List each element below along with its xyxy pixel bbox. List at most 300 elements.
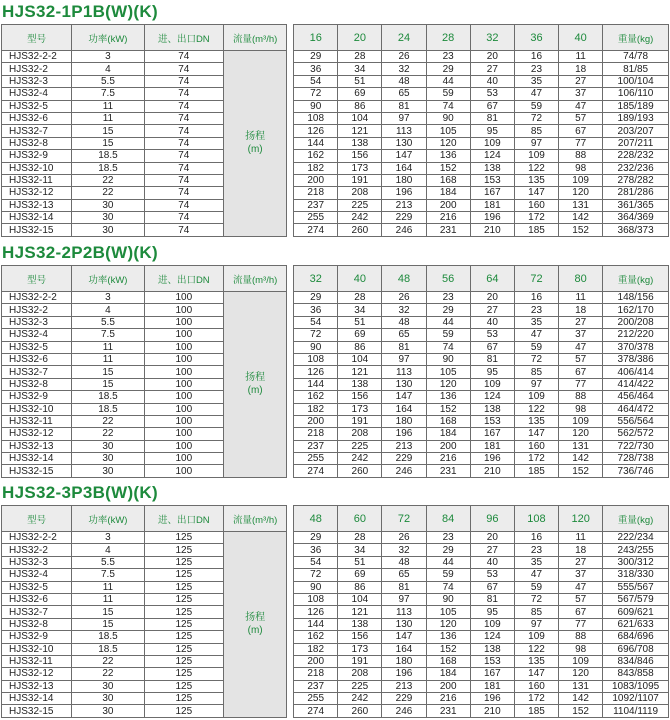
header-flow-value: 72 [514, 266, 558, 292]
cell-head: 130 [382, 378, 426, 390]
cell-head: 16 [514, 51, 558, 63]
lift-label-unit: (m) [247, 144, 263, 156]
cell-head: 120 [559, 428, 603, 440]
cell-head: 152 [559, 705, 603, 717]
cell-head: 255 [294, 212, 338, 224]
cell-head: 40 [470, 556, 514, 568]
cell-port: 74 [144, 100, 223, 112]
cell-head: 172 [514, 693, 558, 705]
cell-head: 184 [426, 187, 470, 199]
cell-head: 36 [294, 304, 338, 316]
header-flow-value: 72 [382, 506, 426, 532]
cell-head: 59 [514, 581, 558, 593]
cell-head: 138 [338, 378, 382, 390]
cell-weight: 736/746 [603, 465, 669, 477]
cell-head: 162 [294, 391, 338, 403]
cell-port: 100 [144, 465, 223, 477]
spec-table [1, 24, 669, 237]
cell-head: 229 [382, 212, 426, 224]
cell-head: 164 [382, 643, 426, 655]
cell-head: 255 [294, 693, 338, 705]
cell-head: 185 [514, 224, 558, 236]
cell-weight: 556/564 [603, 415, 669, 427]
cell-head: 200 [426, 440, 470, 452]
cell-head: 104 [338, 353, 382, 365]
cell-weight: 74/78 [603, 51, 669, 63]
header-power: 功率(kW) [72, 266, 144, 292]
lift-label [223, 51, 286, 237]
cell-head: 48 [382, 556, 426, 568]
cell-head: 168 [426, 174, 470, 186]
cell-head: 23 [426, 532, 470, 544]
cell-port: 74 [144, 75, 223, 87]
cell-head: 27 [470, 304, 514, 316]
cell-port: 125 [144, 693, 223, 705]
cell-head: 172 [514, 212, 558, 224]
cell-head: 124 [470, 391, 514, 403]
header-power: 功率(kW) [72, 25, 144, 51]
table-title: HJS32-1P1B(W)(K) [2, 2, 158, 21]
table-row [2, 655, 669, 667]
cell-head: 59 [426, 569, 470, 581]
cell-power: 22 [72, 428, 144, 440]
cell-head: 88 [559, 150, 603, 162]
cell-head: 274 [294, 705, 338, 717]
column-gap [287, 51, 294, 237]
cell-weight: 300/312 [603, 556, 669, 568]
cell-weight: 185/189 [603, 100, 669, 112]
table-row [2, 532, 669, 544]
table-row [2, 224, 669, 236]
cell-power: 3 [72, 532, 144, 544]
cell-head: 173 [338, 403, 382, 415]
cell-head: 105 [426, 606, 470, 618]
cell-port: 125 [144, 668, 223, 680]
cell-head: 131 [559, 680, 603, 692]
cell-head: 184 [426, 668, 470, 680]
cell-head: 90 [426, 353, 470, 365]
cell-head: 81 [382, 581, 426, 593]
cell-head: 109 [559, 415, 603, 427]
cell-head: 34 [338, 63, 382, 75]
cell-head: 164 [382, 403, 426, 415]
cell-head: 196 [470, 693, 514, 705]
cell-head: 44 [426, 316, 470, 328]
cell-weight: 464/472 [603, 403, 669, 415]
cell-head: 162 [294, 631, 338, 643]
cell-head: 144 [294, 378, 338, 390]
cell-port: 100 [144, 366, 223, 378]
cell-head: 130 [382, 618, 426, 630]
cell-head: 168 [426, 415, 470, 427]
cell-head: 218 [294, 428, 338, 440]
cell-head: 120 [426, 378, 470, 390]
table-row [2, 304, 669, 316]
cell-head: 37 [559, 88, 603, 100]
cell-model: HJS32-9 [2, 150, 72, 162]
cell-weight: 207/211 [603, 137, 669, 149]
cell-head: 213 [382, 440, 426, 452]
cell-head: 88 [559, 631, 603, 643]
table-row [2, 199, 669, 211]
cell-head: 200 [426, 199, 470, 211]
cell-head: 216 [426, 693, 470, 705]
cell-power: 18.5 [72, 643, 144, 655]
cell-head: 216 [426, 212, 470, 224]
cell-head: 51 [338, 316, 382, 328]
cell-head: 121 [338, 366, 382, 378]
table-row [2, 593, 669, 605]
cell-head: 37 [559, 569, 603, 581]
table-title: HJS32-2P2B(W)(K) [2, 243, 158, 262]
table-row [2, 643, 669, 655]
cell-head: 47 [514, 569, 558, 581]
cell-head: 40 [470, 75, 514, 87]
cell-head: 18 [559, 63, 603, 75]
cell-model: HJS32-15 [2, 465, 72, 477]
cell-head: 237 [294, 440, 338, 452]
cell-head: 54 [294, 75, 338, 87]
lift-label-text: 扬程 [245, 372, 266, 384]
cell-model: HJS32-2 [2, 63, 72, 75]
cell-head: 181 [470, 440, 514, 452]
cell-weight: 81/85 [603, 63, 669, 75]
cell-head: 200 [294, 174, 338, 186]
cell-head: 53 [470, 329, 514, 341]
table-row [2, 137, 669, 149]
cell-head: 138 [338, 618, 382, 630]
cell-head: 180 [382, 655, 426, 667]
cell-head: 147 [382, 150, 426, 162]
cell-head: 131 [559, 440, 603, 452]
cell-power: 11 [72, 593, 144, 605]
header-weight: 重量(kg) [603, 266, 669, 292]
cell-weight: 456/464 [603, 391, 669, 403]
cell-head: 69 [338, 329, 382, 341]
cell-power: 3 [72, 51, 144, 63]
cell-head: 167 [470, 428, 514, 440]
cell-head: 85 [514, 366, 558, 378]
cell-head: 156 [338, 150, 382, 162]
cell-head: 200 [294, 415, 338, 427]
cell-head: 59 [514, 341, 558, 353]
cell-head: 32 [382, 544, 426, 556]
cell-power: 11 [72, 341, 144, 353]
cell-head: 72 [514, 112, 558, 124]
cell-head: 200 [294, 655, 338, 667]
cell-model: HJS32-5 [2, 581, 72, 593]
header-gap [287, 266, 294, 292]
cell-head: 138 [470, 643, 514, 655]
cell-head: 57 [559, 353, 603, 365]
header-flow-value: 36 [514, 25, 558, 51]
cell-head: 181 [470, 680, 514, 692]
header-flow-value: 56 [426, 266, 470, 292]
cell-power: 4 [72, 63, 144, 75]
cell-head: 26 [382, 532, 426, 544]
cell-head: 54 [294, 316, 338, 328]
cell-head: 37 [559, 329, 603, 341]
cell-head: 85 [514, 125, 558, 137]
cell-head: 97 [514, 137, 558, 149]
cell-head: 153 [470, 415, 514, 427]
cell-head: 172 [514, 453, 558, 465]
cell-model: HJS32-5 [2, 341, 72, 353]
cell-model: HJS32-10 [2, 403, 72, 415]
cell-head: 109 [470, 618, 514, 630]
cell-model: HJS32-2-2 [2, 292, 72, 304]
cell-weight: 212/220 [603, 329, 669, 341]
cell-head: 131 [559, 199, 603, 211]
cell-model: HJS32-12 [2, 668, 72, 680]
cell-head: 121 [338, 125, 382, 137]
cell-port: 125 [144, 593, 223, 605]
cell-model: HJS32-10 [2, 643, 72, 655]
cell-model: HJS32-13 [2, 440, 72, 452]
cell-head: 108 [294, 112, 338, 124]
cell-model: HJS32-2 [2, 544, 72, 556]
cell-head: 105 [426, 366, 470, 378]
cell-port: 125 [144, 618, 223, 630]
table-row [2, 150, 669, 162]
cell-weight: 361/365 [603, 199, 669, 211]
cell-head: 173 [338, 643, 382, 655]
cell-power: 30 [72, 465, 144, 477]
cell-weight: 562/572 [603, 428, 669, 440]
header-flow-value: 32 [294, 266, 338, 292]
cell-head: 138 [470, 162, 514, 174]
header-flow-value: 24 [382, 25, 426, 51]
table-row [2, 680, 669, 692]
cell-head: 104 [338, 593, 382, 605]
spec-table [1, 265, 669, 478]
header-flow-value: 120 [559, 506, 603, 532]
header-flow-value: 40 [559, 25, 603, 51]
cell-weight: 148/156 [603, 292, 669, 304]
cell-power: 15 [72, 606, 144, 618]
cell-head: 246 [382, 224, 426, 236]
table-row [2, 465, 669, 477]
cell-head: 120 [559, 668, 603, 680]
cell-head: 67 [559, 606, 603, 618]
cell-port: 74 [144, 63, 223, 75]
cell-weight: 1092/1107 [603, 693, 669, 705]
cell-head: 164 [382, 162, 426, 174]
cell-weight: 696/708 [603, 643, 669, 655]
cell-weight: 370/378 [603, 341, 669, 353]
cell-head: 120 [426, 137, 470, 149]
cell-head: 113 [382, 606, 426, 618]
header-flow-value: 80 [559, 266, 603, 292]
cell-head: 47 [514, 329, 558, 341]
cell-power: 11 [72, 581, 144, 593]
cell-head: 182 [294, 643, 338, 655]
cell-weight: 1104/1119 [603, 705, 669, 717]
cell-head: 81 [470, 353, 514, 365]
cell-head: 208 [338, 668, 382, 680]
cell-model: HJS32-4 [2, 569, 72, 581]
cell-model: HJS32-2-2 [2, 51, 72, 63]
cell-head: 86 [338, 581, 382, 593]
cell-power: 30 [72, 440, 144, 452]
cell-head: 120 [559, 187, 603, 199]
cell-head: 29 [294, 292, 338, 304]
table-row [2, 75, 669, 87]
cell-head: 27 [559, 556, 603, 568]
cell-power: 15 [72, 137, 144, 149]
cell-head: 90 [426, 593, 470, 605]
cell-model: HJS32-6 [2, 353, 72, 365]
table-row [2, 341, 669, 353]
cell-head: 136 [426, 150, 470, 162]
spec-block-3 [0, 481, 670, 718]
header-weight: 重量(kg) [603, 25, 669, 51]
cell-weight: 1083/1095 [603, 680, 669, 692]
cell-head: 218 [294, 187, 338, 199]
table-row [2, 668, 669, 680]
cell-head: 53 [470, 88, 514, 100]
cell-head: 69 [338, 88, 382, 100]
table-row [2, 378, 669, 390]
cell-model: HJS32-15 [2, 224, 72, 236]
lift-label [223, 532, 286, 718]
table-row [2, 329, 669, 341]
cell-head: 48 [382, 75, 426, 87]
cell-head: 47 [514, 88, 558, 100]
cell-model: HJS32-9 [2, 391, 72, 403]
cell-model: HJS32-11 [2, 415, 72, 427]
cell-head: 74 [426, 100, 470, 112]
cell-head: 231 [426, 705, 470, 717]
cell-head: 95 [470, 125, 514, 137]
cell-model: HJS32-6 [2, 112, 72, 124]
cell-head: 135 [514, 415, 558, 427]
cell-head: 74 [426, 581, 470, 593]
table-row [2, 88, 669, 100]
cell-head: 40 [470, 316, 514, 328]
cell-head: 67 [470, 581, 514, 593]
cell-power: 11 [72, 353, 144, 365]
cell-head: 237 [294, 680, 338, 692]
cell-head: 122 [514, 403, 558, 415]
cell-port: 74 [144, 150, 223, 162]
cell-head: 237 [294, 199, 338, 211]
cell-head: 23 [514, 544, 558, 556]
cell-power: 5.5 [72, 556, 144, 568]
header-model: 型号 [2, 266, 72, 292]
cell-model: HJS32-10 [2, 162, 72, 174]
cell-head: 95 [470, 606, 514, 618]
cell-head: 162 [294, 150, 338, 162]
cell-head: 124 [470, 150, 514, 162]
cell-head: 28 [338, 532, 382, 544]
cell-head: 167 [470, 668, 514, 680]
cell-head: 225 [338, 440, 382, 452]
cell-head: 196 [470, 212, 514, 224]
cell-head: 147 [382, 631, 426, 643]
cell-head: 97 [514, 378, 558, 390]
cell-head: 113 [382, 125, 426, 137]
cell-head: 208 [338, 428, 382, 440]
cell-head: 152 [426, 643, 470, 655]
cell-power: 5.5 [72, 75, 144, 87]
header-flow-value: 48 [294, 506, 338, 532]
cell-head: 109 [559, 174, 603, 186]
table-row [2, 391, 669, 403]
cell-head: 167 [470, 187, 514, 199]
lift-label-unit: (m) [247, 385, 263, 397]
cell-weight: 162/170 [603, 304, 669, 316]
cell-power: 7.5 [72, 329, 144, 341]
header-port: 进、出口DN [144, 25, 223, 51]
cell-port: 100 [144, 316, 223, 328]
cell-weight: 555/567 [603, 581, 669, 593]
header-flow: 流量(m³/h) [223, 266, 286, 292]
cell-head: 97 [382, 112, 426, 124]
spec-table [1, 505, 669, 718]
table-row [2, 353, 669, 365]
cell-power: 15 [72, 378, 144, 390]
table-row [2, 174, 669, 186]
table-row [2, 693, 669, 705]
header-row [2, 266, 669, 292]
cell-head: 113 [382, 366, 426, 378]
cell-head: 90 [294, 341, 338, 353]
cell-head: 130 [382, 137, 426, 149]
cell-head: 142 [559, 453, 603, 465]
table-row [2, 63, 669, 75]
cell-head: 77 [559, 618, 603, 630]
cell-model: HJS32-15 [2, 705, 72, 717]
cell-weight: 834/846 [603, 655, 669, 667]
cell-head: 47 [559, 100, 603, 112]
spec-block-2 [0, 241, 670, 478]
cell-head: 246 [382, 705, 426, 717]
header-weight: 重量(kg) [603, 506, 669, 532]
cell-head: 196 [382, 187, 426, 199]
table-row [2, 453, 669, 465]
cell-port: 74 [144, 187, 223, 199]
cell-power: 4 [72, 304, 144, 316]
cell-weight: 414/422 [603, 378, 669, 390]
cell-weight: 609/621 [603, 606, 669, 618]
cell-head: 231 [426, 224, 470, 236]
cell-model: HJS32-3 [2, 316, 72, 328]
cell-weight: 364/369 [603, 212, 669, 224]
cell-head: 72 [294, 88, 338, 100]
cell-model: HJS32-3 [2, 556, 72, 568]
cell-head: 160 [514, 440, 558, 452]
cell-power: 4 [72, 544, 144, 556]
cell-head: 53 [470, 569, 514, 581]
cell-head: 27 [470, 63, 514, 75]
cell-head: 65 [382, 569, 426, 581]
cell-head: 126 [294, 125, 338, 137]
cell-head: 156 [338, 391, 382, 403]
cell-power: 18.5 [72, 631, 144, 643]
cell-head: 144 [294, 618, 338, 630]
cell-weight: 728/738 [603, 453, 669, 465]
cell-head: 44 [426, 556, 470, 568]
cell-port: 100 [144, 329, 223, 341]
cell-port: 125 [144, 705, 223, 717]
cell-model: HJS32-7 [2, 125, 72, 137]
cell-weight: 684/696 [603, 631, 669, 643]
cell-head: 218 [294, 668, 338, 680]
table-row [2, 618, 669, 630]
cell-power: 18.5 [72, 162, 144, 174]
cell-head: 152 [426, 403, 470, 415]
